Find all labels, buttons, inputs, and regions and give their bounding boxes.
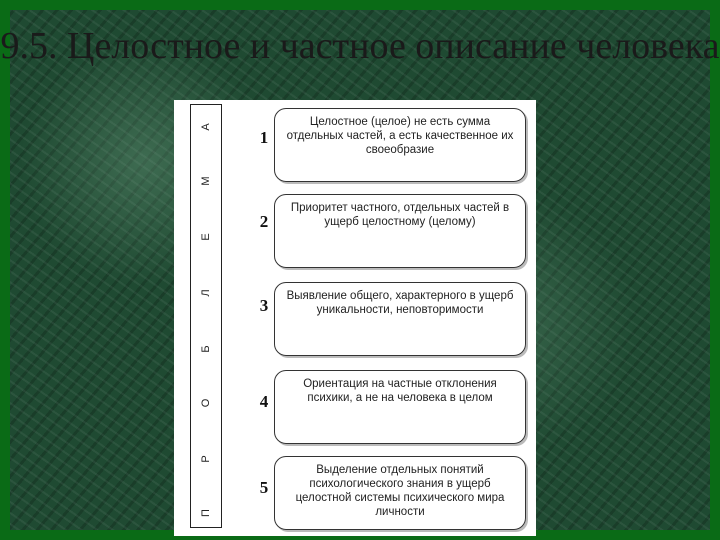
vertical-letter: Л bbox=[200, 289, 212, 297]
item-number: 4 bbox=[259, 392, 269, 411]
statement-box: Выявление общего, характерного в ущерб уникальности, неповторимости bbox=[274, 282, 526, 356]
statement-box: Ориентация на частные отклонения психики, а не на человека в целом bbox=[274, 370, 526, 444]
item-number: 3 bbox=[259, 296, 269, 315]
statement-box: Выделение отдельных понятий психологического знания в ущерб целостной системы психического мира личности bbox=[274, 456, 526, 530]
item-number: 1 bbox=[259, 128, 269, 147]
vertical-letter: О bbox=[200, 398, 212, 408]
statement-box: Целостное (целое) не есть сумма отдельных частей, а есть качественное их своеобразие bbox=[274, 108, 526, 182]
vertical-letter: Р bbox=[200, 455, 212, 463]
item-number: 2 bbox=[259, 212, 269, 231]
item-number: 5 bbox=[259, 478, 269, 497]
diagram-panel bbox=[174, 100, 536, 536]
vertical-letter: М bbox=[200, 176, 212, 186]
vertical-letter: Б bbox=[200, 345, 212, 353]
vertical-letter: Е bbox=[200, 233, 212, 241]
statement-box: Приоритет частного, отдельных частей в ущерб целостному (целому) bbox=[274, 194, 526, 268]
vertical-letter: П bbox=[200, 509, 212, 517]
slide-title: 9.5. Целостное и частное описание человека bbox=[0, 25, 720, 67]
vertical-label-bar bbox=[190, 104, 222, 528]
vertical-letter: А bbox=[200, 123, 212, 131]
